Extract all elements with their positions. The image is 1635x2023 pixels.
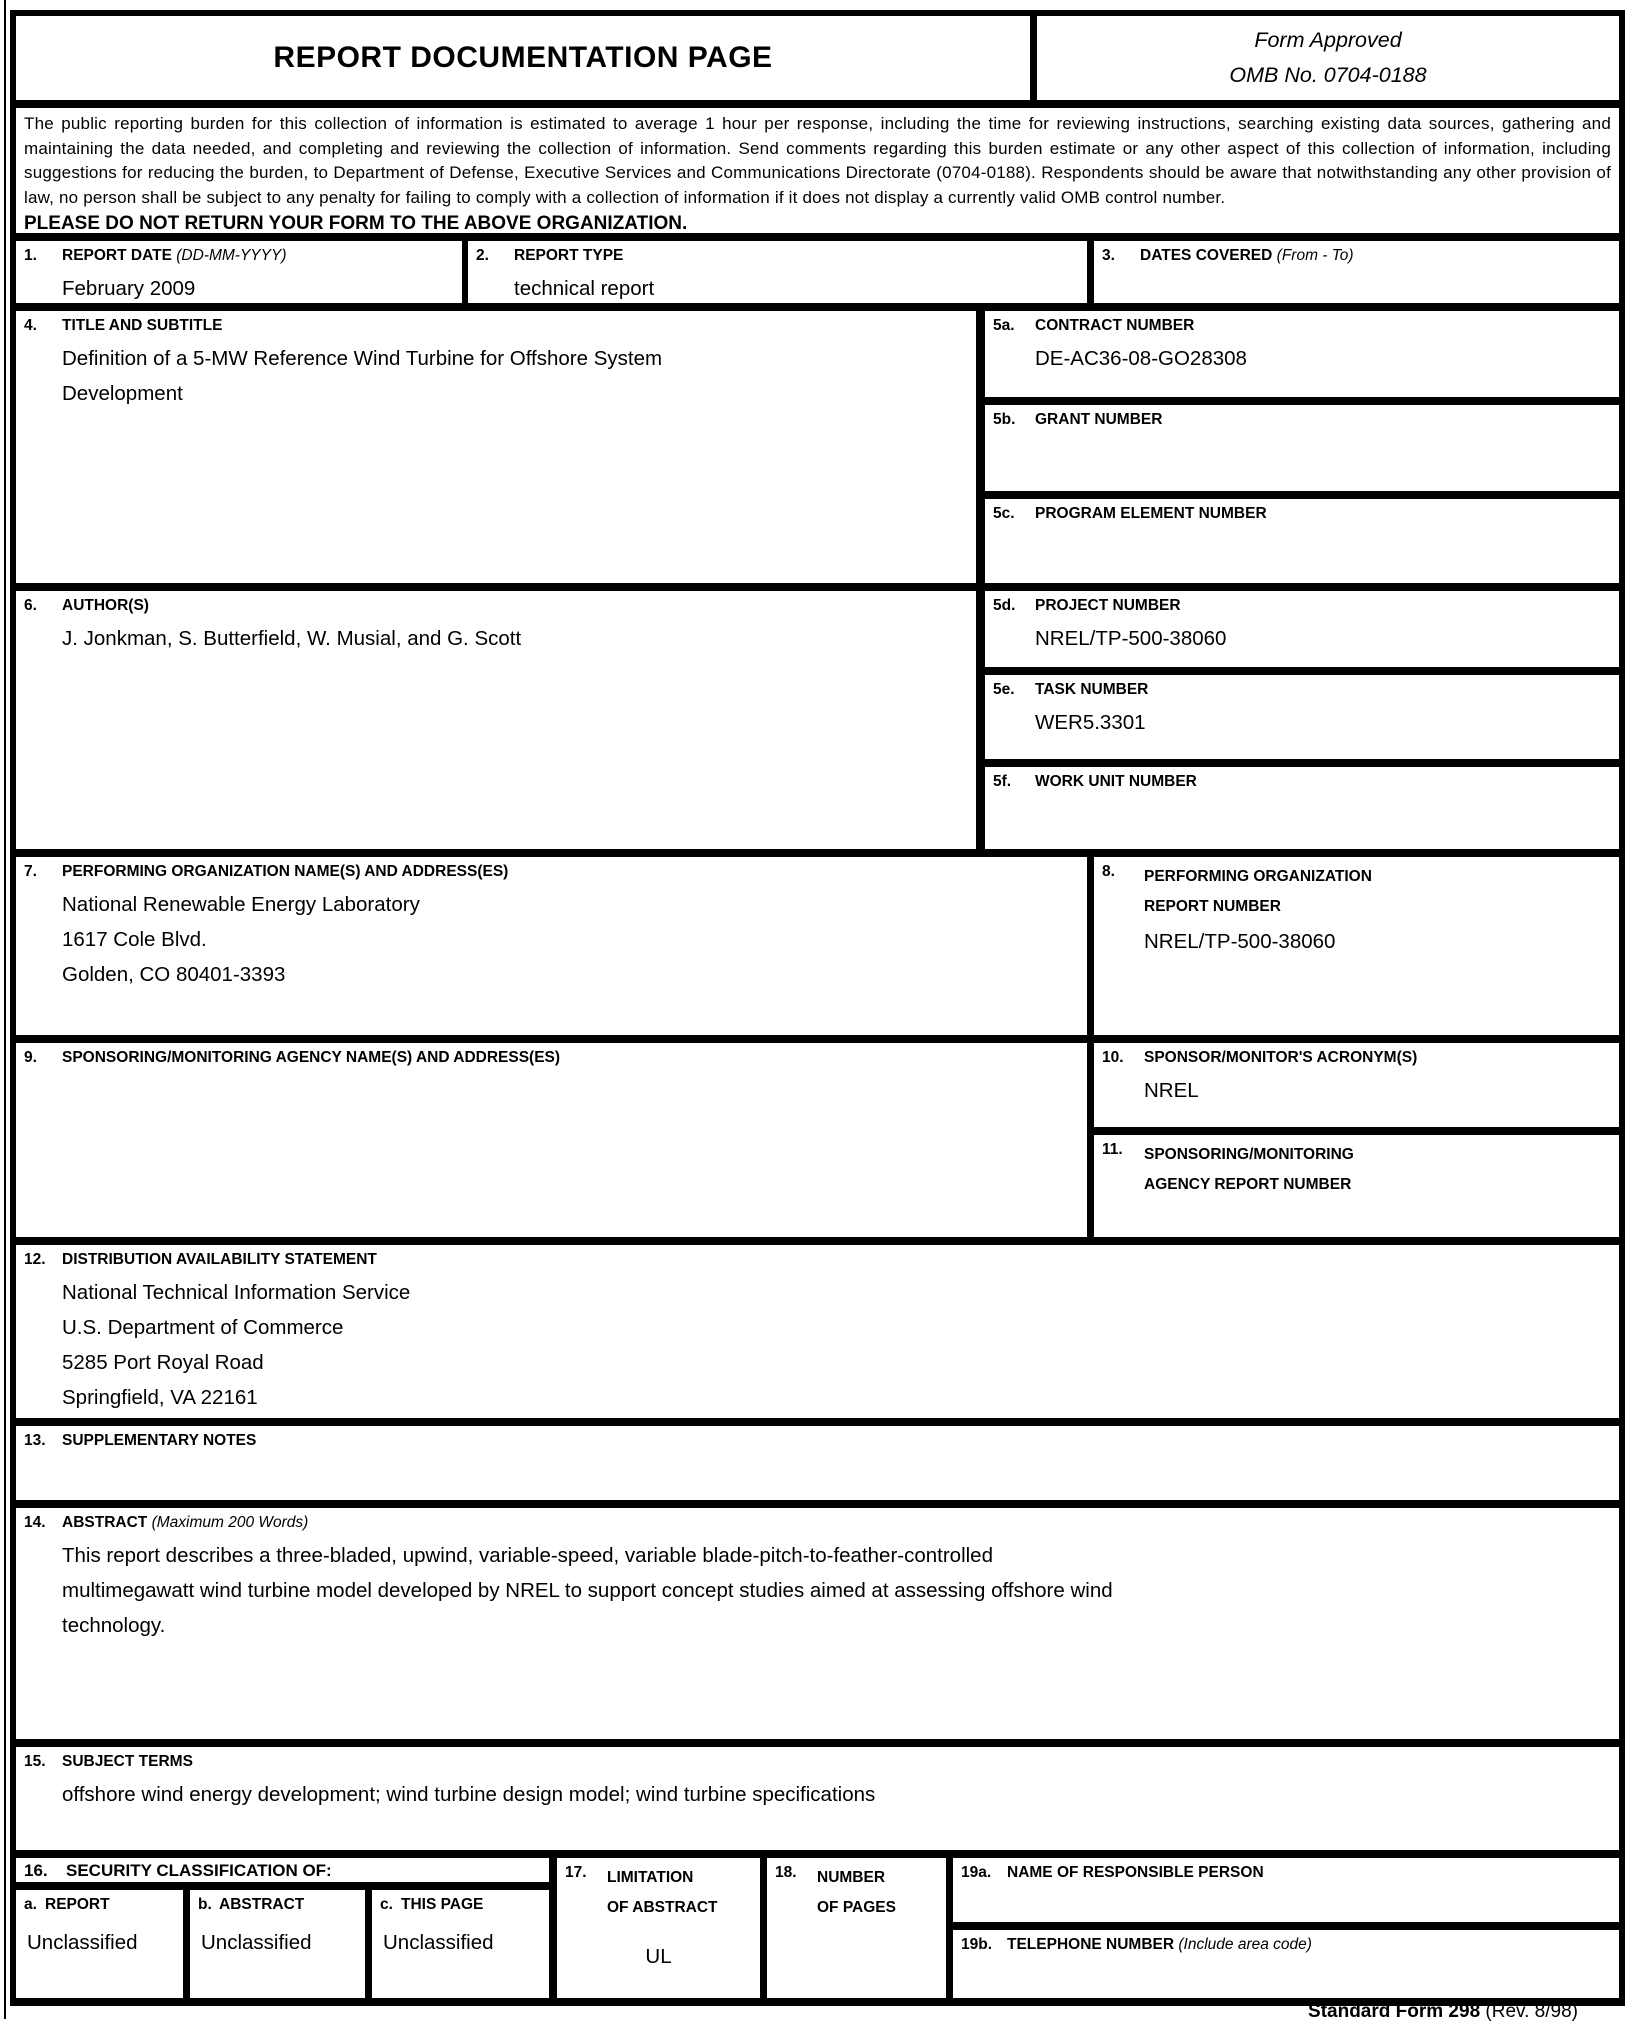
field-number: 13. [24, 1432, 46, 1449]
field-number: 11. [1102, 1141, 1123, 1158]
field-label: SUPPLEMENTARY NOTES [62, 1432, 257, 1449]
field-task-number [985, 675, 1619, 759]
field-number: 10. [1102, 1049, 1124, 1066]
field-number: c. [380, 1896, 393, 1913]
field-label: SPONSORING/MONITORING AGENCY REPORT NUMBER [1144, 1146, 1354, 1193]
subject-terms-value: offshore wind energy development; wind turbine design model; wind turbine specifications [62, 1783, 876, 1806]
field-label: REPORT [45, 1896, 110, 1913]
page-edge-line [4, 0, 6, 2019]
field-label: GRANT NUMBER [1035, 411, 1163, 428]
field-distribution-statement [16, 1245, 1619, 1418]
field-number: 5a. [993, 317, 1015, 334]
field-label: TASK NUMBER [1035, 681, 1149, 698]
field-grant-number [985, 405, 1619, 491]
field-number: 5b. [993, 411, 1016, 428]
field-label: TITLE AND SUBTITLE [62, 317, 223, 334]
field-number: 7. [24, 863, 37, 880]
field-number: 18. [775, 1864, 797, 1881]
standard-form-name: Standard Form 298 [1308, 2001, 1481, 2022]
standard-form-footnote [1178, 2001, 1578, 2023]
distribution-statement-value: National Technical Information Service U.S. Department of Commerce 5285 Port Royal Road Springfield, VA 22161 [62, 1281, 411, 1409]
field-performing-organization [16, 857, 1087, 1035]
field-label: AUTHOR(S) [62, 597, 149, 614]
field-label: PERFORMING ORGANIZATION REPORT NUMBER [1144, 868, 1372, 915]
field-authors [16, 591, 976, 849]
field-label: ABSTRACT [219, 1896, 305, 1913]
field-number: 1. [24, 247, 37, 264]
field-security-classification [16, 1858, 549, 1882]
field-label: WORK UNIT NUMBER [1035, 773, 1197, 790]
field-title-and-subtitle [16, 311, 976, 583]
field-security-this-page [372, 1890, 549, 1998]
form-title [16, 16, 1030, 100]
field-report-date [16, 241, 462, 303]
field-label: SPONSORING/MONITORING AGENCY NAME(S) AND ADDRESS(ES) [62, 1049, 561, 1066]
field-number: a. [24, 1896, 37, 1913]
project-number-value: NREL/TP-500-38060 [1035, 627, 1227, 650]
field-number: 16. [24, 1861, 48, 1880]
task-number-value: WER5.3301 [1035, 711, 1146, 734]
sponsor-acronym-value: NREL [1144, 1079, 1199, 1102]
field-number: 15. [24, 1753, 46, 1770]
security-report-value: Unclassified [27, 1931, 138, 1954]
field-project-number [985, 591, 1619, 667]
field-number: 12. [24, 1251, 46, 1268]
form-table [10, 10, 1625, 2006]
authors-value: J. Jonkman, S. Butterfield, W. Musial, and G. Scott [62, 627, 522, 650]
field-label: SUBJECT TERMS [62, 1753, 193, 1770]
field-number: 6. [24, 597, 37, 614]
field-report-type [468, 241, 1087, 303]
report-date-value: February 2009 [62, 277, 196, 300]
security-this-page-value: Unclassified [383, 1931, 494, 1954]
field-label: NAME OF RESPONSIBLE PERSON [1007, 1864, 1264, 1881]
field-label: NUMBER OF PAGES [817, 1869, 896, 1916]
field-performing-organization-report-number [1094, 857, 1619, 1035]
limitation-of-abstract-value: UL [645, 1945, 672, 1968]
burden-statement [16, 108, 1619, 233]
field-work-unit-number [985, 767, 1619, 849]
field-label: SECURITY CLASSIFICATION OF: [66, 1861, 332, 1880]
title-subtitle-value: Definition of a 5-MW Reference Wind Turbine for Offshore System Development [62, 347, 663, 405]
field-number: 5e. [993, 681, 1015, 698]
field-abstract [16, 1508, 1619, 1739]
field-number-of-pages [767, 1858, 946, 1998]
standard-form-revision: (Rev. 8/98) [1485, 2001, 1578, 2022]
field-supplementary-notes [16, 1426, 1619, 1500]
field-label: REPORT DATE (DD-MM-YYYY) [62, 247, 287, 264]
field-label: CONTRACT NUMBER [1035, 317, 1195, 334]
omb-number: OMB No. 0704-0188 [1229, 63, 1427, 87]
field-security-abstract [190, 1890, 365, 1998]
field-limitation-of-abstract [557, 1858, 760, 1998]
security-abstract-value: Unclassified [201, 1931, 312, 1954]
field-label: SPONSOR/MONITOR'S ACRONYM(S) [1144, 1049, 1418, 1066]
field-label: THIS PAGE [401, 1896, 484, 1913]
field-number: 5c. [993, 505, 1015, 522]
field-label: LIMITATION OF ABSTRACT [607, 1869, 718, 1916]
field-number: 5f. [993, 773, 1012, 790]
report-type-value: technical report [514, 277, 655, 300]
field-program-element-number [985, 499, 1619, 583]
do-not-return-notice: PLEASE DO NOT RETURN YOUR FORM TO THE ABOVE ORGANIZATION. [24, 213, 688, 233]
field-number: 19b. [961, 1936, 993, 1953]
field-label: REPORT TYPE [514, 247, 624, 264]
abstract-value: This report describes a three-bladed, upwind, variable-speed, variable blade-pitch-to-feather-controlled multimegawatt wind turbine model developed by NREL to support concept studies aimed at assessing offshore wind technology. [62, 1544, 1113, 1637]
field-label: DATES COVERED (From - To) [1140, 247, 1354, 264]
field-dates-covered [1094, 241, 1619, 303]
field-contract-number [985, 311, 1619, 397]
field-telephone-number [953, 1930, 1619, 1998]
field-number: 4. [24, 317, 37, 334]
field-label: ABSTRACT (Maximum 200 Words) [62, 1514, 309, 1531]
form-title-text: REPORT DOCUMENTATION PAGE [273, 41, 773, 74]
field-label: PROGRAM ELEMENT NUMBER [1035, 505, 1267, 522]
field-number: 19a. [961, 1864, 992, 1881]
field-subject-terms [16, 1747, 1619, 1850]
field-number: 5d. [993, 597, 1016, 614]
burden-statement-text: The public reporting burden for this collection of information is estimated to average 1 hour per response, including the time for reviewing instructions, searching existing data sources, gathering and maintaining the data needed, and completing and reviewing the collection of information. Send comments regarding this burden estimate or any other aspect of this collection of information, including suggestions for reducing the burden, to Department of Defense, Executive Services and Communications Directorate (0704-0188). Respondents should be aware that notwithstanding any other provision of law, no person shall be subject to any penalty for failing to comply with a collection of information if it does not display a currently valid OMB control number. [24, 114, 1611, 207]
field-responsible-person [953, 1858, 1619, 1922]
field-label: DISTRIBUTION AVAILABILITY STATEMENT [62, 1251, 377, 1268]
field-label: TELEPHONE NUMBER (Include area code) [1007, 1936, 1312, 1953]
contract-number-value: DE-AC36-08-GO28308 [1035, 347, 1247, 370]
field-label: PERFORMING ORGANIZATION NAME(S) AND ADDRESS(ES) [62, 863, 509, 880]
field-sponsor-acronym [1094, 1043, 1619, 1127]
form-approved-line1: Form Approved [1254, 28, 1402, 52]
field-number: 8. [1102, 863, 1115, 880]
form-approved-box [1037, 16, 1619, 100]
field-number: 3. [1102, 247, 1115, 264]
field-number: b. [198, 1896, 212, 1913]
performing-organization-value: National Renewable Energy Laboratory 1617 Cole Blvd. Golden, CO 80401-3393 [62, 893, 420, 986]
field-label: PROJECT NUMBER [1035, 597, 1181, 614]
field-security-report [16, 1890, 183, 1998]
field-number: 9. [24, 1049, 37, 1066]
field-sponsoring-agency [16, 1043, 1087, 1237]
field-number: 17. [565, 1864, 587, 1881]
performing-organization-report-number-value: NREL/TP-500-38060 [1144, 930, 1336, 953]
field-number: 2. [476, 247, 489, 264]
field-sponsor-report-number [1094, 1135, 1619, 1237]
field-number: 14. [24, 1514, 46, 1531]
